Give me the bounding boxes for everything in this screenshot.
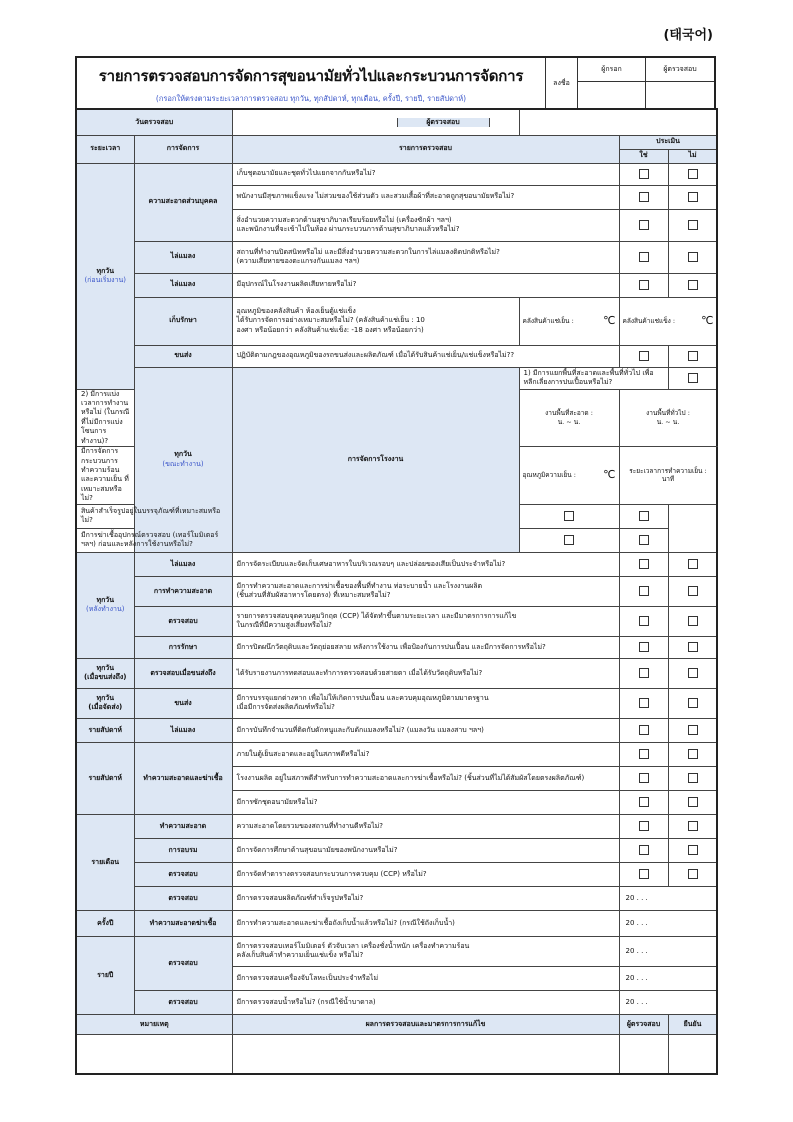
item-cell: มีการบันทึกจำนวนที่ติดกับดักหนูและกับดักแมลงหรือไม่? (แมลงวัน แมลงสาบ ฯลฯ): [232, 718, 619, 742]
item-cell: มีการจัดการศึกษาด้านสุขอนามัยของพนักงานหรือไม่?: [232, 838, 619, 862]
period-header: ระยะเวลา: [76, 135, 134, 163]
signature-filler-header: ผู้กรอก: [578, 58, 645, 82]
item-cell: มีการจัดการกระบวนการทำความร้อนและความเย็น ที่เหมาะสมหรือไม่?: [76, 447, 134, 505]
class-cell: การทำความสะอาด: [134, 576, 232, 606]
yes-header: ใช่: [619, 149, 668, 163]
class-cell: เก็บรักษา: [134, 297, 232, 345]
table-row: [76, 297, 717, 345]
yes-checkbox[interactable]: [619, 766, 668, 790]
language-tag: (태국어): [663, 28, 713, 43]
item-cell: ความสะอาดโดยรวมของสถานที่ทำงานดีหรือไม่?: [232, 814, 619, 838]
remarks-field[interactable]: [76, 1034, 232, 1074]
item-cell: มีการฆ่าเชื้ออุปกรณ์ตรวจสอบ (เทอร์โมมิเตอร์ ฯลฯ) ก่อนและหลังการใช้งานหรือไม่?: [76, 528, 232, 552]
cold-storage-temp-field[interactable]: คลังสินค้าแช่เย็น : ℃: [519, 297, 619, 345]
footer-header-row: [76, 1014, 717, 1034]
item-cell: โรงงานผลิต อยู่ในสภาพดีสำหรับการทำความสะอาดและการฆ่าเชื้อหรือไม่? (ชิ้นส่วนที่ไม่ได้สัมผัสโดยตรงผลิตภัณฑ์): [232, 766, 619, 790]
item-cell: 2) มีการแบ่งเวลาการทำงานหรือไม่ (ในกรณีที่ไม่มีการแบ่งโซนการทำงาน)?: [76, 389, 134, 447]
results-header: ผลการตรวจสอบและมาตรการการแก้ไข: [232, 1014, 619, 1034]
no-checkbox[interactable]: [668, 273, 717, 297]
no-header: ไม่: [668, 149, 717, 163]
date-field[interactable]: 20 . . .: [619, 936, 717, 966]
period-cell: รายเดือน: [76, 814, 134, 910]
no-checkbox[interactable]: [668, 814, 717, 838]
no-checkbox[interactable]: [668, 241, 717, 273]
page-title: รายการตรวจสอบการจัดการสุขอนามัยทั่วไปและกระบวนการจัดการ: [98, 67, 524, 85]
class-cell: ตรวจสอบ: [134, 936, 232, 990]
cooling-time-field[interactable]: ระยะเวลาการทำความเย็น : นาที: [619, 447, 717, 505]
confirm-field[interactable]: [668, 1034, 717, 1074]
item-cell: สิ่งอำนวยความสะดวกด้านสุขาภิบาลเรียบร้อยหรือไม่ (เครื่องซักผ้า ฯลฯ) และพนักงานที่จะเข้าไปในห้อง ผ่านกระบวนการด้านสุขาภิบาลแล้วหรือไม่?: [232, 209, 619, 241]
class-cell: ตรวจสอบ: [134, 606, 232, 636]
inspector-label: ผู้ตรวจสอบ: [398, 118, 490, 127]
date-field[interactable]: 20 . . .: [619, 990, 717, 1014]
class-cell: ตรวจสอบ: [134, 886, 232, 910]
table-row: [76, 742, 717, 766]
table-row: [76, 658, 717, 688]
yes-checkbox[interactable]: [619, 688, 668, 718]
no-checkbox[interactable]: [668, 742, 717, 766]
table-row: [76, 688, 717, 718]
no-checkbox[interactable]: [668, 838, 717, 862]
footer-inspector-field[interactable]: [619, 1034, 668, 1074]
remarks-header: หมายเหตุ: [76, 1014, 232, 1034]
date-field[interactable]: 20 . . .: [619, 886, 717, 910]
signature-inspector-header: ผู้ตรวจสอบ: [646, 58, 714, 82]
management-header: การจัดการ: [134, 135, 232, 163]
info-row: [76, 109, 717, 135]
yes-checkbox[interactable]: [619, 241, 668, 273]
item-cell: ปฏิบัติตามกฎของอุณหภูมิของรถขนส่งและผลิตภัณฑ์ เมื่อได้รับสินค้าแช่เย็น/แช่แข็งหรือไม่??: [232, 345, 619, 367]
signature-label: ลงชื่อ: [546, 58, 578, 108]
signature-filler-field[interactable]: [578, 82, 645, 108]
evaluation-header: ประเมิน: [619, 135, 717, 149]
signature-filler-column: [578, 58, 646, 108]
table-row: [76, 862, 717, 886]
yes-checkbox[interactable]: [619, 838, 668, 862]
no-checkbox[interactable]: [668, 606, 717, 636]
date-field[interactable]: 20 . . .: [619, 910, 717, 936]
class-cell: ขนส่ง: [134, 345, 232, 367]
clean-area-time-field[interactable]: งานพื้นที่สะอาด : น. ~ น.: [519, 389, 619, 447]
yes-checkbox[interactable]: [619, 273, 668, 297]
table-row: [76, 241, 717, 273]
results-field[interactable]: [232, 1034, 619, 1074]
table-row: [76, 718, 717, 742]
signature-inspector-column: [646, 58, 714, 108]
no-checkbox[interactable]: [668, 658, 717, 688]
item-cell: มีการบรรจุแยกต่างหาก เพื่อไม่ให้เกิดการปนเปื้อน และควบคุมอุณหภูมิตามมาตรฐาน เมื่อมีการจัดส่งผลิตภัณฑ์หรือไม่?: [232, 688, 619, 718]
cooling-temp-field[interactable]: อุณหภูมิความเย็น : ℃: [519, 447, 619, 505]
checklist-sheet: [75, 56, 716, 1075]
freezer-temp-field[interactable]: คลังสินค้าแช่แข็ง : ℃: [619, 297, 717, 345]
no-checkbox[interactable]: [619, 528, 668, 552]
class-cell: ความสะอาดส่วนบุคคล: [134, 163, 232, 241]
class-cell: ตรวจสอบ: [134, 990, 232, 1014]
period-cell: ทุกวัน (ก่อนเริ่มงาน): [76, 163, 134, 389]
no-checkbox[interactable]: [668, 185, 717, 209]
class-cell: ขนส่ง: [134, 688, 232, 718]
class-cell: ไล่แมลง: [134, 718, 232, 742]
inspection-date-label: วันตรวจสอบ: [76, 109, 232, 135]
yes-checkbox[interactable]: [619, 185, 668, 209]
item-cell: มีการซักชุดอนามัยหรือไม่?: [232, 790, 619, 814]
table-row: [76, 163, 717, 185]
item-cell: มีการทำความสะอาดและการฆ่าเชื้อของพื้นที่ทำงาน ท่อระบายน้ำ และโรงงานผลิต (ชิ้นส่วนที่สัมผัสอาหารโดยตรง) ที่เหมาะสมหรือไม่?: [232, 576, 619, 606]
signature-box: [545, 58, 714, 108]
table-row: [76, 838, 717, 862]
period-cell: ทุกวัน (เมื่อจัดส่ง): [76, 688, 134, 718]
yes-checkbox[interactable]: [619, 718, 668, 742]
table-row: [76, 273, 717, 297]
table-row: [76, 990, 717, 1014]
yes-checkbox[interactable]: [619, 862, 668, 886]
item-cell: ภายในตู้เย็นสะอาดและอยู่ในสภาพดีหรือไม่?: [232, 742, 619, 766]
item-cell: มีการจัดระเบียบและจัดเก็บเศษอาหารในบริเวณรอบๆ และปล่อยของเสียเป็นประจำหรือไม่?: [232, 552, 619, 576]
table-row: [76, 345, 717, 367]
no-checkbox[interactable]: [668, 688, 717, 718]
table-row: [76, 936, 717, 966]
yes-checkbox[interactable]: [619, 163, 668, 185]
inspector-field[interactable]: [519, 109, 717, 135]
table-row: [76, 367, 717, 389]
title-area: [77, 58, 545, 108]
period-cell: ทุกวัน (เมื่อขนส่งถึง): [76, 658, 134, 688]
items-header: รายการตรวจสอบ: [232, 135, 619, 163]
item-cell: มีการตรวจสอบเทอร์โมมิเตอร์ ตัวจับเวลา เครื่องชั่งน้ำหนัก เครื่องทำความร้อน คลังเก็บสินค้าทำความเย็นแช่แข็ง หรือไม่?: [232, 936, 619, 966]
yes-checkbox[interactable]: [619, 209, 668, 241]
table-row: [76, 910, 717, 936]
footer-input-row: [76, 1034, 717, 1074]
item-cell: มีการตรวจสอบน้ำหรือไม่? (กรณีใช้น้ำบาดาล): [232, 990, 619, 1014]
item-cell: มีการปิดผนึกวัตถุดิบและวัตถุย่อยสลาย หลังการใช้งาน เพื่อป้องกันการปนเปื้อน และมีการจัดการหรือไม่?: [232, 636, 619, 658]
yes-checkbox[interactable]: [619, 552, 668, 576]
item-cell: มีการตรวจสอบเครื่องจับโลหะเป็นประจำหรือไม่: [232, 966, 619, 990]
page-subtitle: (กรอกให้ตรงตามระยะเวลาการตรวจสอบ ทุกวัน, ทุกสัปดาห์, ทุกเดือน, ครั้งปี, รายปี, รายสัปดาห์): [155, 94, 467, 103]
footer-inspector-header: ผู้ตรวจสอบ: [619, 1014, 668, 1034]
item-cell: มีการทำความสะอาดและฆ่าเชื้อถังเก็บน้ำแล้วหรือไม่? (กรณีใช้ถังเก็บน้ำ): [232, 910, 619, 936]
column-header-row: [76, 135, 717, 149]
item-cell: สถานที่ทำงานปิดสนิทหรือไม่ และมีสิ่งอำนวยความสะดวกในการไล่แมลงติดปกติหรือไม่? (ความเสียหายของตะแกรงกันแมลง ฯลฯ): [232, 241, 619, 273]
checklist-table: [75, 108, 718, 1075]
class-cell: ไล่แมลง: [134, 273, 232, 297]
no-checkbox[interactable]: [619, 504, 668, 528]
period-cell: รายสัปดาห์: [76, 718, 134, 742]
table-row: [76, 814, 717, 838]
item-cell: ได้รับรายงานการทดสอบและทำการตรวจสอบด้วยสายตา เมื่อได้รับวัตถุดิบหรือไม่?: [232, 658, 619, 688]
table-row: [76, 636, 717, 658]
general-area-time-field[interactable]: งานพื้นที่ทั่วไป : น. ~ น.: [619, 389, 717, 447]
period-cell: ทุกวัน (หลังทำงาน): [76, 552, 134, 658]
class-cell: การจัดการโรงงาน: [232, 367, 519, 552]
item-cell: อุณหภูมิของคลังสินค้า ห้องเย็นตู้แช่แข็ง ได้รับการจัดการอย่างเหมาะสมหรือไม่? (คลังสินค้าแช่เย็น : 10 องศา หรือน้อยกว่า คลังสินค้าแช่แข็ง: -18 องศา หรือน้อยกว่า): [232, 297, 519, 345]
yes-checkbox[interactable]: [619, 790, 668, 814]
yes-checkbox[interactable]: [619, 576, 668, 606]
confirm-header: ยืนยัน: [668, 1014, 717, 1034]
yes-checkbox[interactable]: [619, 814, 668, 838]
table-row: [76, 886, 717, 910]
no-checkbox[interactable]: [668, 552, 717, 576]
yes-checkbox[interactable]: [519, 528, 619, 552]
item-cell: 1) มีการแยกพื้นที่สะอาดและพื้นที่ทั่วไป เพื่อหลีกเลี่ยงการปนเปื้อนหรือไม่?: [519, 367, 668, 389]
class-cell: ทำความสะอาด: [134, 814, 232, 838]
no-checkbox[interactable]: [668, 209, 717, 241]
no-checkbox[interactable]: [668, 345, 717, 367]
class-cell: การรักษา: [134, 636, 232, 658]
class-cell: ทำความสะอาดฆ่าเชื้อ: [134, 910, 232, 936]
item-cell: มีการตรวจสอบผลิตภัณฑ์สำเร็จรูปหรือไม่?: [232, 886, 619, 910]
yes-checkbox[interactable]: [619, 606, 668, 636]
signature-inspector-field[interactable]: [646, 82, 714, 108]
item-cell: รายการตรวจสอบจุดควบคุมวิกฤต (CCP) ได้จัดทำขึ้นตามระยะเวลา และมีมาตรการการแก้ไข ในกรณีที่มีความสูงเสี่ยงหรือไม่?: [232, 606, 619, 636]
yes-checkbox[interactable]: [619, 658, 668, 688]
yes-checkbox[interactable]: [668, 367, 717, 389]
sheet-header: [75, 56, 716, 108]
period-cell: รายปี: [76, 936, 134, 1014]
period-cell: รายสัปดาห์: [76, 742, 134, 814]
no-checkbox[interactable]: [668, 766, 717, 790]
yes-checkbox[interactable]: [619, 742, 668, 766]
no-checkbox[interactable]: [668, 790, 717, 814]
yes-checkbox[interactable]: [619, 636, 668, 658]
class-cell: ไล่แมลง: [134, 241, 232, 273]
table-row: [76, 576, 717, 606]
no-checkbox[interactable]: [668, 718, 717, 742]
item-cell: มีการจัดทำตารางตรวจสอบกระบวนการควบคุม (CCP) หรือไม่?: [232, 862, 619, 886]
table-row: [76, 552, 717, 576]
class-cell: ทำความสะอาดและฆ่าเชื้อ: [134, 742, 232, 814]
no-checkbox[interactable]: [668, 636, 717, 658]
class-cell: ตรวจสอบ: [134, 862, 232, 886]
period-cell: ครั้งปี: [76, 910, 134, 936]
item-cell: มีอุปกรณ์ในโรงงานผลิตเสียหายหรือไม่?: [232, 273, 619, 297]
item-cell: พนักงานมีสุขภาพแข็งแรง ไม่สวมของใช้ส่วนตัว และสวมเสื้อผ้าที่สะอาดถูกสุขอนามัยหรือไม่?: [232, 185, 619, 209]
class-cell: การอบรม: [134, 838, 232, 862]
class-cell: ไล่แมลง: [134, 552, 232, 576]
date-field[interactable]: 20 . . .: [619, 966, 717, 990]
item-cell: เก็บชุดอนามัยและชุดทั่วไปแยกจากกันหรือไม่?: [232, 163, 619, 185]
no-checkbox[interactable]: [668, 163, 717, 185]
no-checkbox[interactable]: [668, 862, 717, 886]
item-cell: สินค้าสำเร็จรูปอยู่ในบรรจุภัณฑ์ที่เหมาะสมหรือไม่?: [76, 504, 232, 528]
yes-checkbox[interactable]: [619, 345, 668, 367]
inspection-date-field[interactable]: [232, 109, 519, 135]
table-row: [76, 606, 717, 636]
no-checkbox[interactable]: [668, 576, 717, 606]
period-cell: ทุกวัน (ขณะทำงาน): [134, 367, 232, 552]
class-cell: ตรวจสอบเมื่อขนส่งถึง: [134, 658, 232, 688]
yes-checkbox[interactable]: [519, 504, 619, 528]
